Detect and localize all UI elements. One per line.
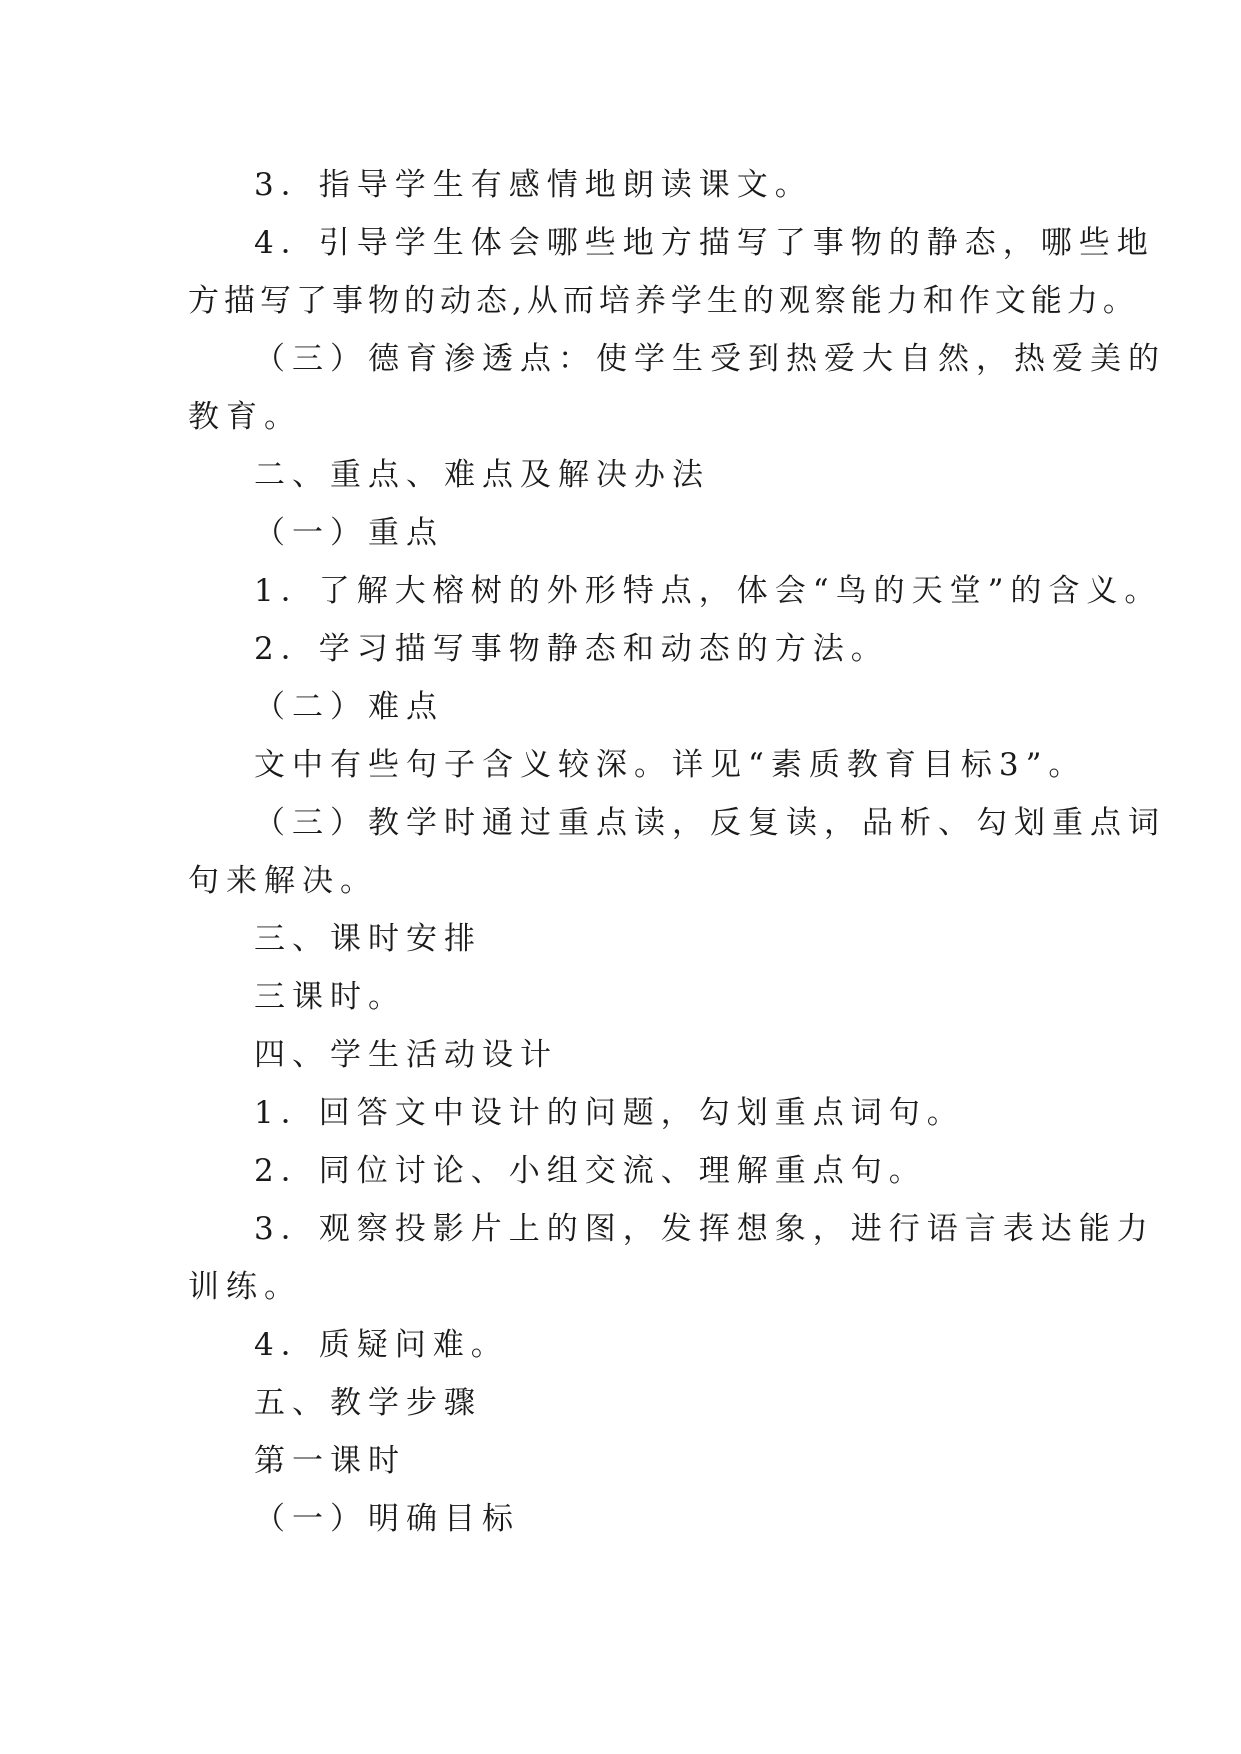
subheading-clear-goals: （一）明确目标 bbox=[254, 1501, 520, 1537]
subheading-key-points: （一）重点 bbox=[254, 515, 444, 551]
paragraph-line-11: 文中有些句子含义较深。详见“素质教育目标3”。 bbox=[254, 747, 1087, 783]
paragraph-line-1: 3．指导学生有感情地朗读课文。 bbox=[254, 167, 813, 203]
paragraph-line-17: 1．回答文中设计的问题，勾划重点词句。 bbox=[254, 1095, 965, 1131]
paragraph-line-21: 4．质疑问难。 bbox=[254, 1327, 509, 1363]
paragraph-line-8: 1．了解大榕树的外形特点，体会“鸟的天堂”的含义。 bbox=[254, 573, 1163, 609]
paragraph-line-9: 2．学习描写事物静态和动态的方法。 bbox=[254, 631, 889, 667]
section-heading-5: 五、教学步骤 bbox=[254, 1385, 482, 1421]
paragraph-line-20: 训练。 bbox=[188, 1269, 302, 1305]
section-heading-3: 三、课时安排 bbox=[254, 921, 482, 957]
paragraph-line-4: （三）德育渗透点：使学生受到热爱大自然，热爱美的 bbox=[254, 341, 1166, 377]
paragraph-line-18: 2．同位讨论、小组交流、理解重点句。 bbox=[254, 1153, 927, 1189]
subheading-difficulties: （二）难点 bbox=[254, 689, 444, 725]
subheading-first-lesson: 第一课时 bbox=[254, 1443, 406, 1479]
section-heading-4: 四、学生活动设计 bbox=[254, 1037, 558, 1073]
paragraph-line-5: 教育。 bbox=[188, 399, 302, 435]
section-heading-2: 二、重点、难点及解决办法 bbox=[254, 457, 710, 493]
paragraph-line-13: 句来解决。 bbox=[188, 863, 378, 899]
paragraph-line-3: 方描写了事物的动态,从而培养学生的观察能力和作文能力。 bbox=[188, 283, 1139, 319]
paragraph-line-12: （三）教学时通过重点读，反复读，品析、勾划重点词 bbox=[254, 805, 1166, 841]
paragraph-line-19: 3．观察投影片上的图，发挥想象，进行语言表达能力 bbox=[254, 1211, 1155, 1247]
paragraph-line-2: 4．引导学生体会哪些地方描写了事物的静态，哪些地 bbox=[254, 225, 1155, 261]
paragraph-line-15: 三课时。 bbox=[254, 979, 406, 1015]
